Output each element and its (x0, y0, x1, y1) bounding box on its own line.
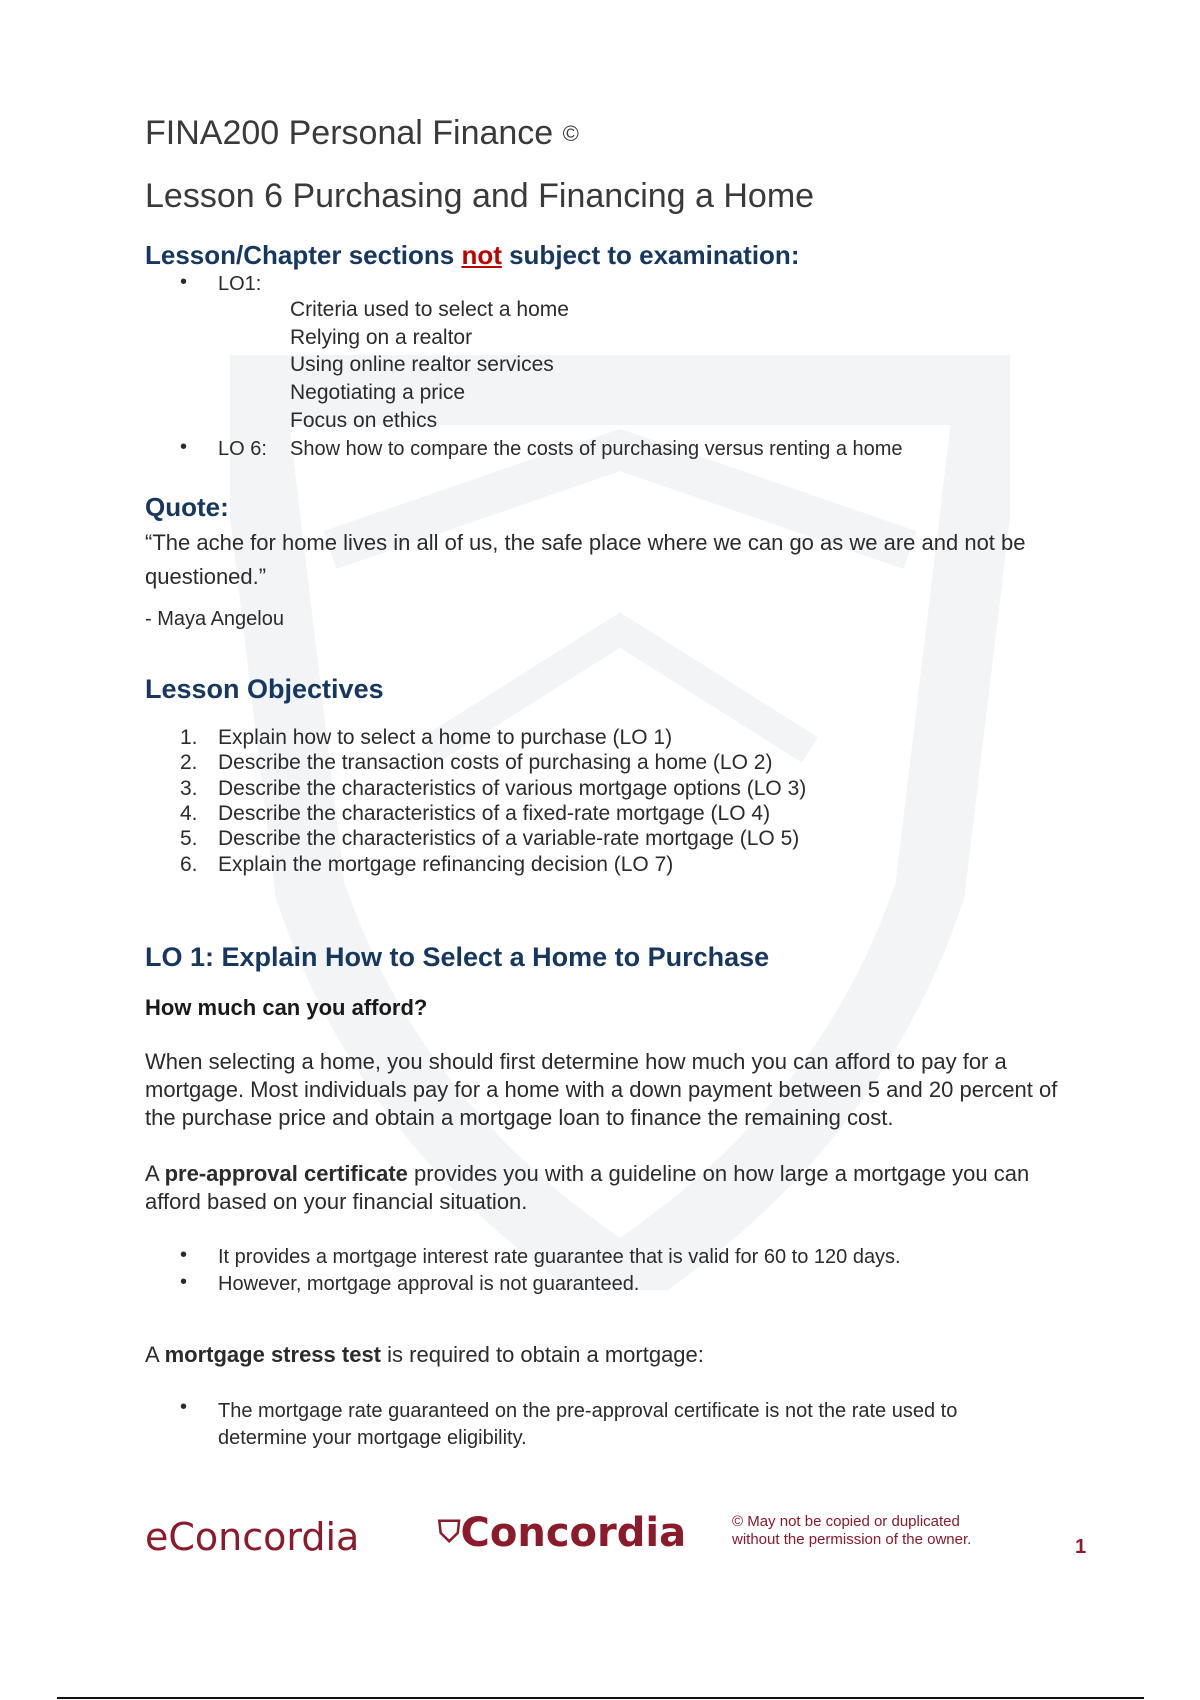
bullet-dot: • (180, 1271, 188, 1293)
objective-item: Explain the mortgage refinancing decision (LO 7) (218, 853, 674, 876)
preapproval-bullet-1: It provides a mortgage interest rate guarantee that is valid for 60 to 120 days. (218, 1246, 901, 1268)
objective-item: Describe the transaction costs of purchasing a home (LO 2) (218, 751, 773, 774)
quote-text: “The ache for home lives in all of us, the safe place where we can go as we are and not be questioned.” (145, 530, 1026, 589)
quote-author: - Maya Angelou (145, 608, 284, 630)
lo1-paragraph-1: When selecting a home, you should first determine how much you can afford to pay for a mortgage. Most individuals pay for a home with a down payment between 5 and 20 percent of the purchase price and obtain a mortgage loan to finance the remaining cost. (145, 1049, 1058, 1130)
list-number: 2. (180, 751, 198, 774)
concordia-shield-icon: ⛉ (438, 1515, 461, 1550)
lo1-label: LO1: (218, 273, 262, 295)
pre-approval-term: pre-approval certificate (164, 1161, 408, 1186)
lo6-text: Show how to compare the costs of purchasing versus renting a home (290, 438, 903, 460)
lo1-item-3: Using online realtor services (290, 353, 554, 376)
para2-rest: provides you with a guideline on how large a mortgage you can afford based on your financial situation. (145, 1161, 1030, 1214)
objectives-heading: Lesson Objectives (145, 674, 384, 704)
objective-item: Explain how to select a home to purchase (LO 1) (218, 726, 673, 749)
para2-prefix: A (145, 1161, 159, 1186)
stress-test-term: mortgage stress test (164, 1342, 382, 1367)
lo1-item-4: Negotiating a price (290, 381, 466, 404)
concordia-logo-text: Concordia (460, 1510, 687, 1556)
course-title (145, 114, 579, 153)
lesson-title: Lesson 6 Purchasing and Financing a Home (145, 177, 815, 215)
stress-test-bullet-1: The mortgage rate guaranteed on the pre-approval certificate is not the rate used to determine your mortgage eligibility. (218, 1400, 958, 1449)
exclusions-heading-part2: subject to examination: (509, 240, 800, 270)
objective-item: Describe the characteristics of a fixed-rate mortgage (LO 4) (218, 802, 771, 825)
bullet-dot: • (180, 271, 188, 293)
list-number: 3. (180, 777, 198, 800)
concordia-logo (438, 1510, 686, 1556)
list-number: 5. (180, 827, 198, 850)
list-number: 6. (180, 853, 198, 876)
page-number: 1 (1075, 1536, 1087, 1558)
objective-item: Describe the characteristics of various mortgage options (LO 3) (218, 777, 807, 800)
objective-item: Describe the characteristics of a variable-rate mortgage (LO 5) (218, 827, 800, 850)
lo1-item-5: Focus on ethics (290, 409, 438, 432)
bullet-dot: • (180, 436, 188, 458)
econcordia-logo (145, 1515, 359, 1559)
lo1-item-2: Relying on a realtor (290, 326, 473, 349)
exclusions-heading-not: not (461, 240, 502, 270)
copyright-note-line2: without the permission of the owner. (732, 1531, 972, 1548)
course-title-text: FINA200 Personal Finance (145, 114, 554, 152)
lo1-paragraph-3 (145, 1341, 1090, 1369)
copyright-note (732, 1513, 971, 1549)
list-number: 1. (180, 726, 198, 749)
bullet-dot: • (180, 1396, 188, 1418)
copyright-note-line1: © May not be copied or duplicated (732, 1513, 960, 1530)
exclusions-heading (145, 240, 799, 271)
preapproval-bullet-2: However, mortgage approval is not guaranteed. (218, 1273, 640, 1295)
lo1-subheading: How much can you afford? (145, 995, 428, 1020)
para3-prefix: A (145, 1342, 159, 1367)
exclusions-heading-part1: Lesson/Chapter sections (145, 240, 455, 270)
list-number: 4. (180, 802, 198, 825)
lo1-item-1: Criteria used to select a home (290, 298, 569, 321)
quote-heading: Quote: (145, 492, 229, 522)
copyright-symbol: © (562, 121, 579, 146)
lo1-section-heading: LO 1: Explain How to Select a Home to Purchase (145, 942, 770, 972)
para3-rest: is required to obtain a mortgage: (387, 1342, 704, 1367)
econcordia-logo-text: eConcordia (145, 1515, 360, 1559)
lo6-label: LO 6: (218, 438, 267, 460)
bullet-dot: • (180, 1244, 188, 1266)
lo1-paragraph-2 (145, 1160, 1090, 1216)
page-bottom-rule (57, 1697, 1144, 1699)
